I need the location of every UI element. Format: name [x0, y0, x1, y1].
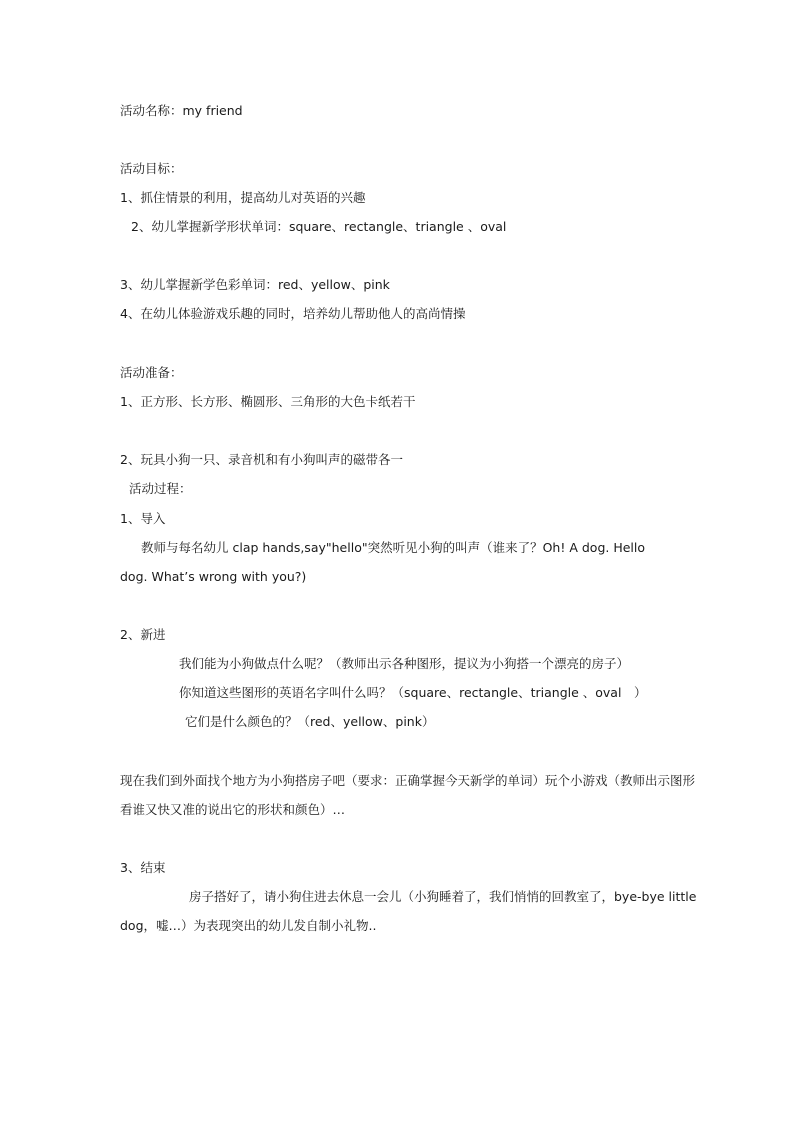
goals-heading: 活动目标：	[120, 161, 183, 176]
step1-text-line2: dog. What’s wrong with you?)	[120, 569, 307, 584]
preparation-heading: 活动准备：	[120, 365, 183, 380]
step2-question-1: 我们能为小狗做点什么呢？（教师出示各种图形，提议为小狗搭一个漂亮的房子）	[179, 656, 630, 671]
goal-item-4: 4、在幼儿体验游戏乐趣的同时，培养幼儿帮助他人的高尚情操	[120, 306, 466, 321]
preparation-item-1: 1、正方形、长方形、椭圆形、三角形的大色卡纸若干	[120, 394, 416, 409]
goal-item-2: 2、幼儿掌握新学形状单词：square、rectangle、triangle 、oval	[131, 219, 507, 234]
step2-title: 2、新进	[120, 627, 166, 642]
step2-question-3: 它们是什么颜色的？（red、yellow、pink）	[185, 714, 435, 729]
step2-question-2: 你知道这些图形的英语名字叫什么吗？（square、rectangle、triangle 、oval ）	[179, 685, 647, 700]
step3-text-line1: 房子搭好了，请小狗住进去休息一会儿（小狗睡着了，我们悄悄的回教室了，bye-bye little	[189, 889, 697, 904]
goal-item-1: 1、抓住情景的利用，提高幼儿对英语的兴趣	[120, 190, 366, 205]
goal-item-3: 3、幼儿掌握新学色彩单词：red、yellow、pink	[120, 277, 390, 292]
step3-title: 3、结束	[120, 860, 166, 875]
process-heading: 活动过程：	[129, 481, 192, 496]
step2-game-line1: 现在我们到外面找个地方为小狗搭房子吧（要求：正确掌握今天新学的单词）玩个小游戏（教师出示图形	[120, 773, 696, 788]
activity-title: 活动名称：my friend	[120, 103, 243, 118]
step1-text-line1: 教师与每名幼儿 clap hands,say"hello"突然听见小狗的叫声（谁来了？Oh! A dog. Hello	[141, 540, 646, 555]
step3-text-line2: dog，嘘…）为表现突出的幼儿发自制小礼物..	[120, 918, 377, 933]
step2-game-line2: 看谁又快又准的说出它的形状和颜色）…	[120, 802, 346, 817]
preparation-item-2: 2、玩具小狗一只、录音机和有小狗叫声的磁带各一	[120, 452, 403, 467]
step1-title: 1、导入	[120, 511, 166, 526]
